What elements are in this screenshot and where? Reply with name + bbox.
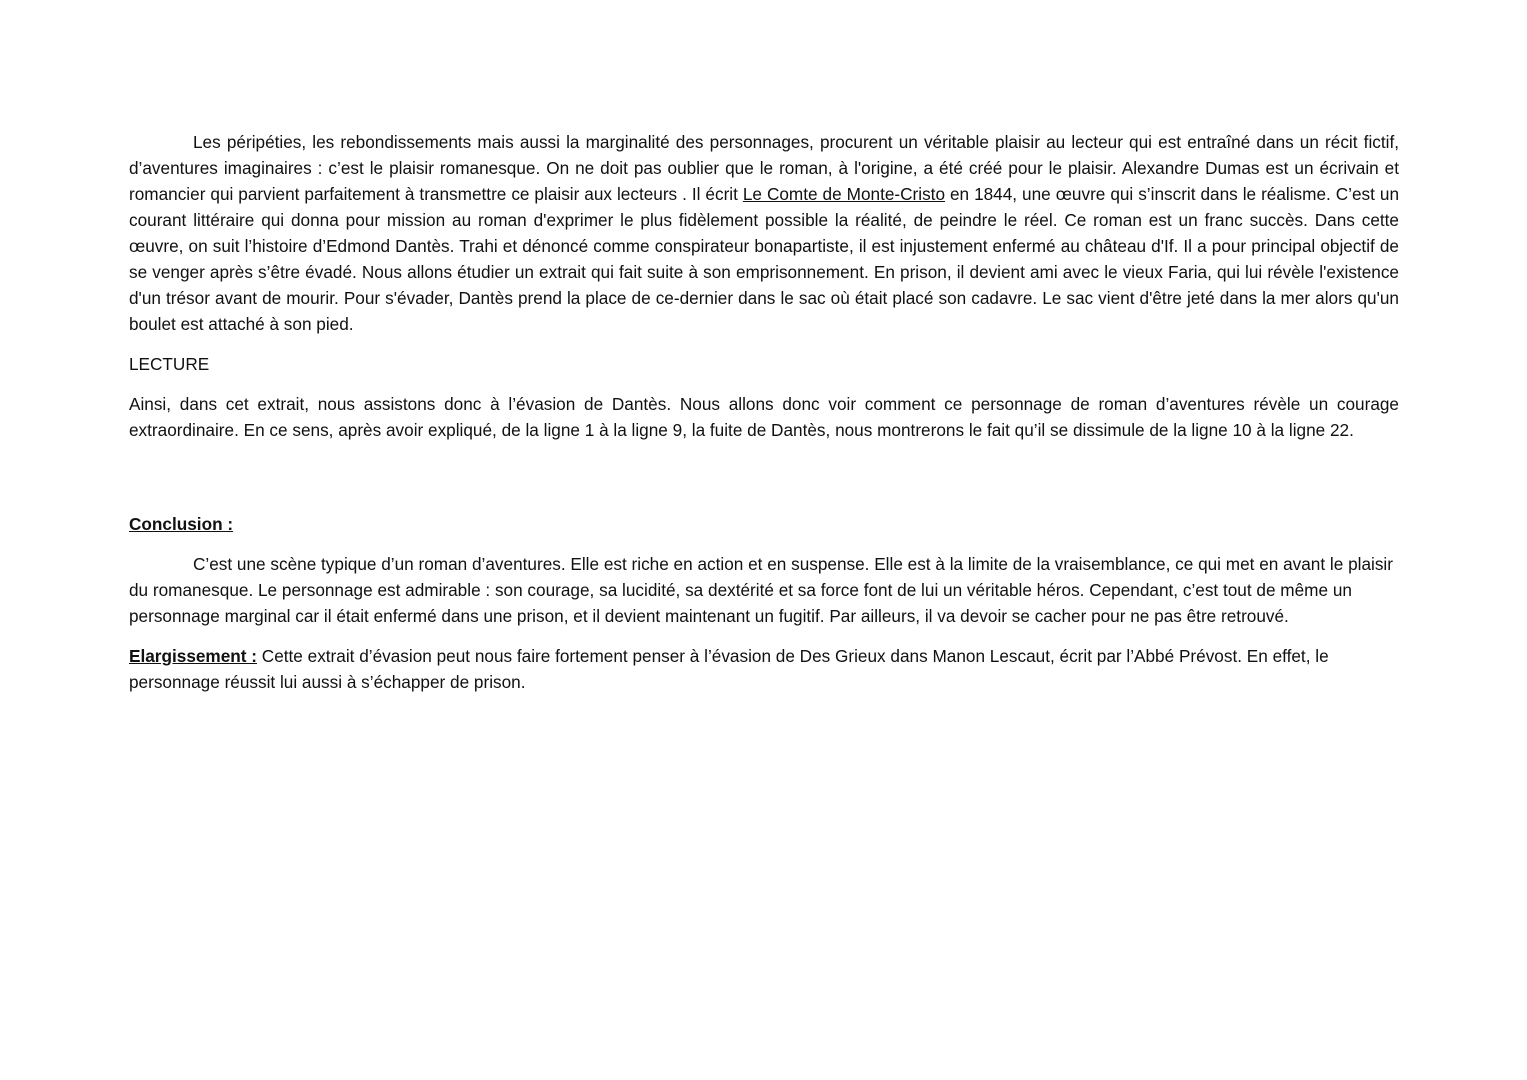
conclusion-paragraph: C’est une scène typique d’un roman d’aventures. Elle est riche en action et en suspense. Elle est à la limite de la vraisemblance, ce qui met en avant le plaisir du romanesque. Le personnage est admirable : son courage, sa lucidité, sa dextérité et sa force font de lui un véritable héros. Cependant, c’est tout de même un personnage marginal car il était enfermé dans une prison, et il devient maintenant un fugitif. Par ailleurs, il va devoir se cacher pour ne pas être retrouvé. <box>129 554 1393 626</box>
lecture-label: LECTURE <box>129 354 210 374</box>
document-page <box>129 129 1399 709</box>
elargissement-text: Cette extrait d’évasion peut nous faire fortement penser à l’évasion de Des Grieux dans Manon Lescaut, écrit par l’Abbé Prévost. En effet, le personnage réussit lui aussi à s’échapper de prison. <box>129 646 1329 692</box>
book-title: Le Comte de Monte-Cristo <box>742 184 946 204</box>
introduction-text-part2: en 1844, une œuvre qui s’inscrit dans le réalisme. C’est un courant littéraire qui donna pour mission au roman d'exprimer le plus fidèlement possible la réalité, de peindre le réel. Ce roman est un franc succès. Dans cette œuvre, on suit l’histoire d’Edmond Dantès. Trahi et dénoncé comme conspirateur bonapartiste, il est injustement enfermé au château d'If. Il a pour principal objectif de se venger après s’être évadé. Nous allons étudier un extrait qui fait suite à son emprisonnement. En prison, il devient ami avec le vieux Faria, qui lui révèle l'existence d'un trésor avant de mourir. Pour s'évader, Dantès prend la place de ce-dernier dans le sac où était placé son cadavre. Le sac vient d'être jeté dans la mer alors qu'un boulet est attaché à son pied. <box>129 184 1399 334</box>
section-spacer <box>129 457 1399 511</box>
introduction-paragraph <box>129 129 1399 337</box>
problematique-paragraph: Ainsi, dans cet extrait, nous assistons donc à l’évasion de Dantès. Nous allons donc voir comment ce personnage de roman d’aventures révèle un courage extraordinaire. En ce sens, après avoir expliqué, de la ligne 1 à la ligne 9, la fuite de Dantès, nous montrerons le fait qu’il se dissimule de la ligne 10 à la ligne 22. <box>129 394 1399 440</box>
conclusion-heading: Conclusion : <box>129 514 234 534</box>
introduction-text-part1: Les péripéties, les rebondissements mais aussi la marginalité des personnages, procurent un véritable plaisir au lecteur qui est entraîné dans un récit fictif, d’aventures imaginaires : c’est le plaisir romanesque. On ne doit pas oublier que le roman, à l'origine, a été créé pour le plaisir. Alexandre Dumas est un écrivain et romancier qui parvient parfaitement à transmettre ce plaisir aux lecteurs . Il écrit <box>129 132 1399 204</box>
elargissement-paragraph <box>129 643 1399 695</box>
elargissement-heading: Elargissement : <box>129 646 257 666</box>
conclusion-heading-paragraph <box>129 511 1399 537</box>
